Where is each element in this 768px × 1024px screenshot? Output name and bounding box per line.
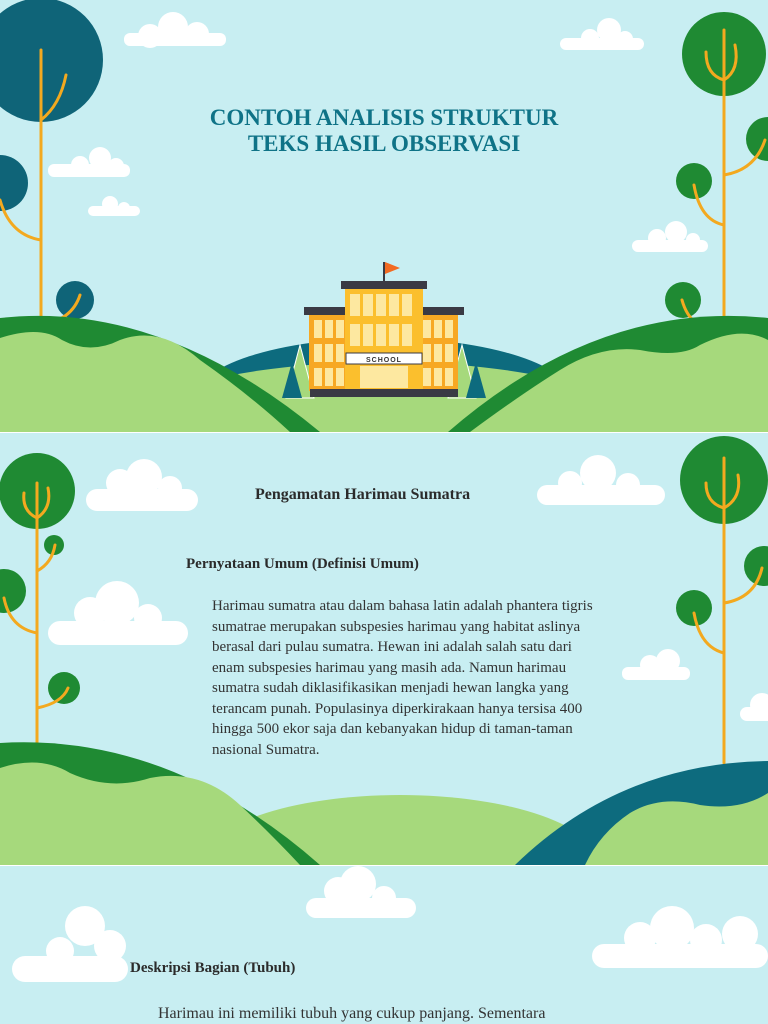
tree-trunk [4,483,68,753]
flag-icon [385,262,400,274]
cloud-icon [306,866,416,918]
cloud-icon [537,455,665,505]
tree-canopy [56,281,94,319]
tree-canopy [676,163,712,199]
slide-title [0,0,768,432]
tree-canopy [48,672,80,704]
tree-canopy [0,569,26,613]
part-description-paragraph: Harimau ini memiliki tubuh yang cukup panjang. Sementara [158,1005,546,1022]
tree-canopy [0,155,28,211]
school-building-icon [304,262,464,397]
tree-canopy [744,546,768,586]
cloud-icon [740,693,768,721]
paragraph-line: berasal dari pulau sumatra. Hewan ini adalah salah satu dari [212,639,572,655]
tree-canopy [0,0,103,122]
slide-general-statement [0,433,768,865]
part-description-title: Deskripsi Bagian (Tubuh) [130,960,296,976]
cloud-icon [632,221,708,252]
slide3-illustration [0,866,768,1024]
cloud-icon [88,196,140,216]
cloud-icon [86,459,198,511]
paragraph-line: enam subspesies harimau yang masih ada. Namun harimau [212,659,567,676]
paragraph-line: nasional Sumatra. [212,741,320,758]
slide-part-description [0,866,768,1024]
page-title [134,105,634,157]
title-line-2: TEKS HASIL OBSERVASI [247,131,521,157]
observation-heading: Pengamatan Harimau Sumatra [255,486,471,503]
paragraph-line: terancam punah. Populasinya diperkirakaan hanya tersisa 400 [212,700,583,717]
general-statement-title: Pernyataan Umum (Definisi Umum) [186,556,419,572]
paragraph-line: sumatra sudah diklasifikasikan menjadi hewan langka yang [212,680,569,696]
title-line-1: CONTOH ANALISIS STRUKTUR [209,105,559,131]
cloud-icon [124,12,226,48]
cloud-icon [12,906,128,982]
general-statement-paragraph [212,596,682,760]
paragraph-line: hingga 500 ekor saja dan kebanyakan hidup di taman-taman [212,721,573,737]
school-sign: SCHOOL [366,357,402,364]
title-illustration [0,0,768,432]
cloud-icon [592,906,768,968]
paragraph-line: Harimau sumatra atau dalam bahasa latin adalah phantera tigris [212,598,593,614]
cloud-icon [48,147,130,177]
cloud-icon [48,581,188,645]
cloud-icon [560,18,644,50]
paragraph-line: sumatrae merupakan subspesies harimau yang habitat aslinya [212,618,581,635]
